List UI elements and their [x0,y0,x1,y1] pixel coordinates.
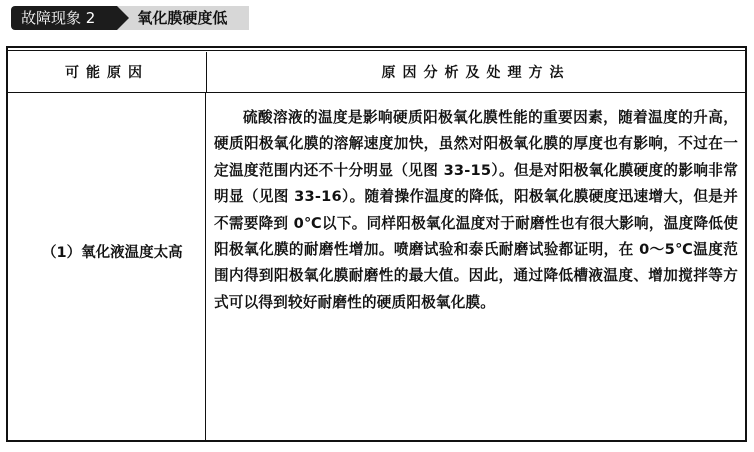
section-header [11,6,249,30]
analysis-cell [206,93,745,440]
column-header-analysis: 原因分析及处理方法 [381,65,571,81]
cause-text: （1）氧化液温度太高 [42,245,183,261]
analysis-text: 硫酸溶液的温度是影响硬质阳极氧化膜性能的重要因素，随着温度的升高，硬质阳极氧化膜的溶解速度加快，虽然对阳极氧化膜的厚度也有影响，不过在一定温度范围内还不十分明显（见图 33-15）。但是对阳极氧化膜硬度的影响非常明显（见图 33-16）。随着操作温度的降低，阳极氧化膜硬度迅速增大，但是并不需要降到 0℃以下。同样阳极氧化温度对于耐磨性也有很大影响，温度降低使阳极氧化膜的耐磨性增加。喷磨试验和泰氏耐磨试验都证明，在 0～5℃温度范围内得到阳极氧化膜耐磨性的最大值。因此，通过降低槽液温度、增加搅拌等方式可以得到较好耐磨性的硬质阳极氧化膜。 [214,109,738,311]
fault-table [6,46,747,442]
section-label-tag: 故障现象 2 [11,6,117,30]
table-row [8,93,745,440]
section-title-tag: 氧化膜硬度低 [113,6,249,30]
cause-cell [8,93,206,440]
column-header-cause: 可能原因 [8,52,207,92]
table-header-row [8,52,745,93]
